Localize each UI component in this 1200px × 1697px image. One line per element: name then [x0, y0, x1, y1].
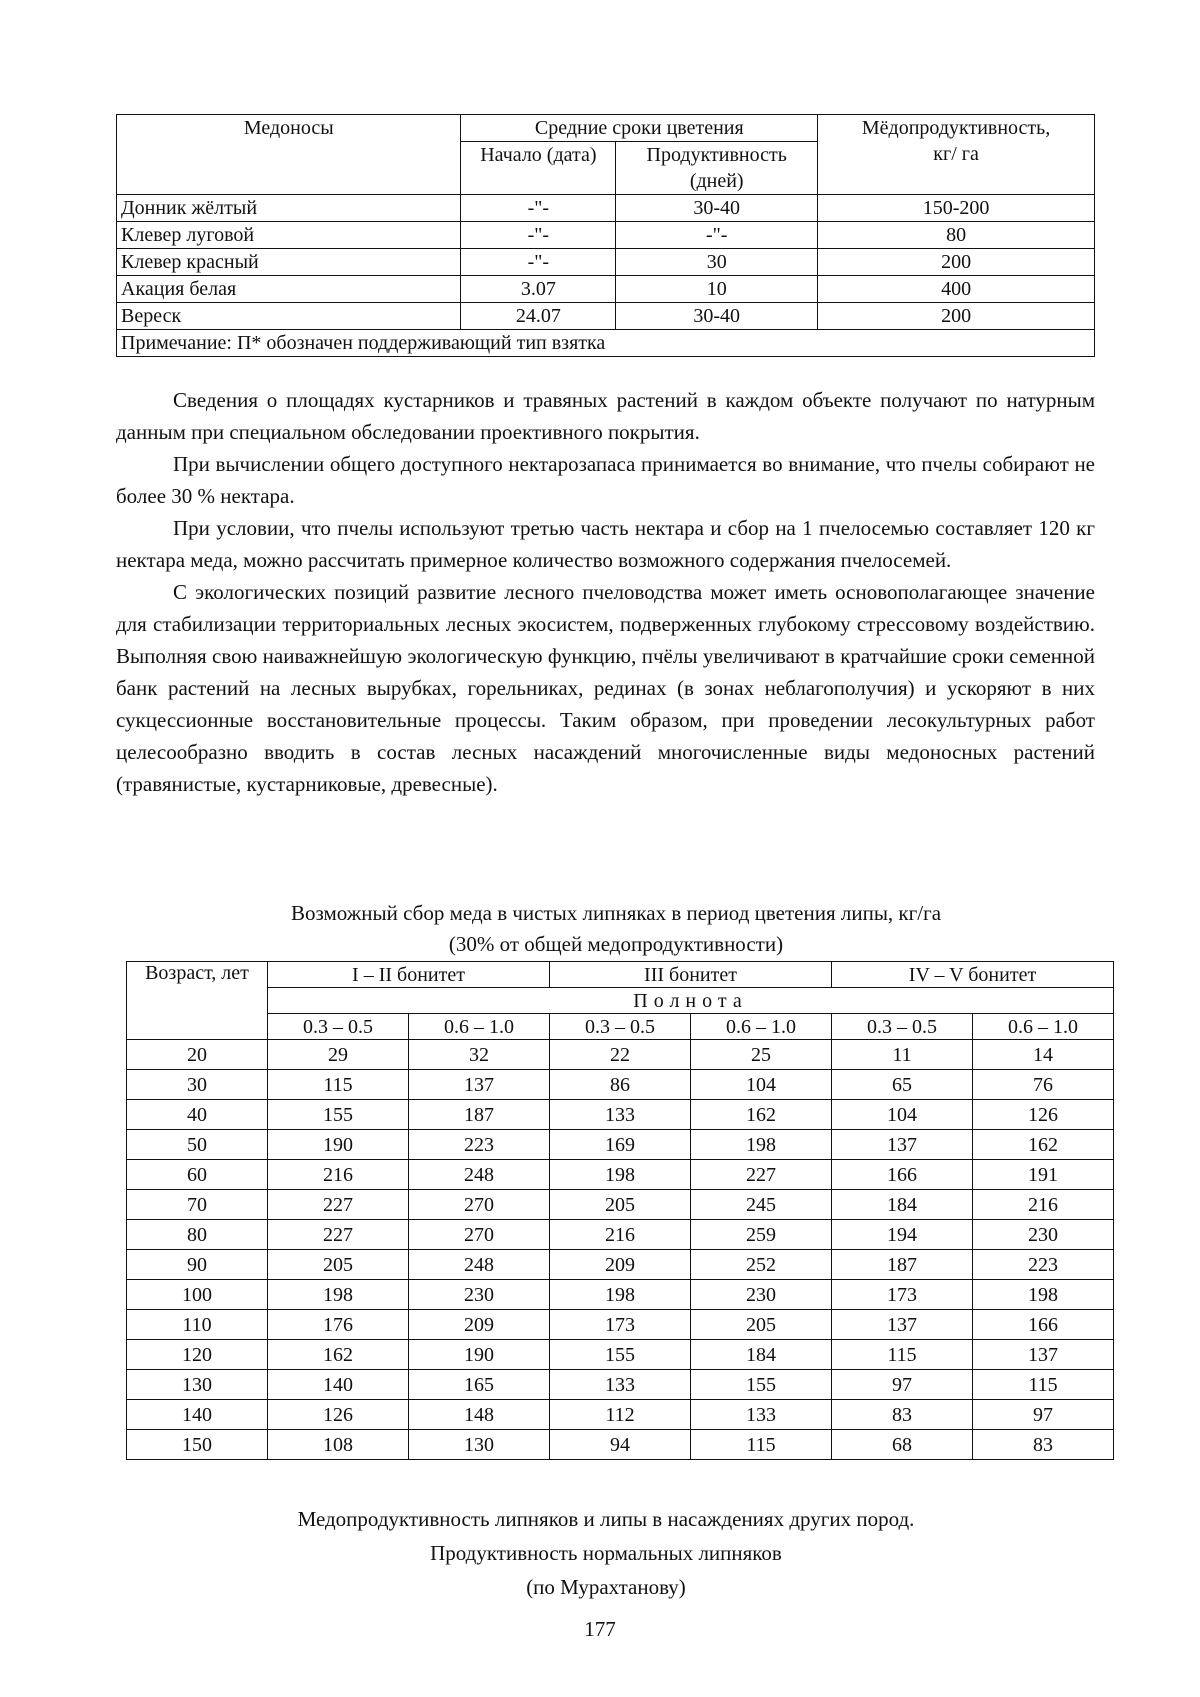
cell-value: 108 [268, 1430, 409, 1460]
cell-value: 137 [409, 1070, 550, 1100]
cell-value: 190 [268, 1130, 409, 1160]
section-caption [116, 1502, 1096, 1604]
cell-value: 133 [550, 1370, 691, 1400]
cell-value: 230 [409, 1280, 550, 1310]
cell-value: 94 [550, 1430, 691, 1460]
cell-value: 259 [691, 1220, 832, 1250]
cell-value: 115 [268, 1070, 409, 1100]
cell-age: 90 [127, 1250, 268, 1280]
melliferous-plants-table [116, 114, 1095, 357]
table2-caption [116, 898, 1116, 960]
header-density: 0.6 – 1.0 [973, 1014, 1114, 1040]
cell-value: 126 [268, 1400, 409, 1430]
cell-name: Донник жёлтый [117, 195, 461, 222]
page-number: 177 [584, 1617, 616, 1641]
cell-value: 227 [268, 1220, 409, 1250]
cell-value: 76 [973, 1070, 1114, 1100]
header-polnota: Полнота [268, 988, 1114, 1014]
cell-value: 32 [409, 1040, 550, 1070]
cell-value: 198 [550, 1280, 691, 1310]
header-productivity-days: Продуктивность (дней) [616, 142, 818, 195]
section-caption-line3: (по Мурахтанову) [526, 1575, 686, 1599]
cell-yield: 400 [818, 276, 1095, 303]
cell-value: 173 [832, 1280, 973, 1310]
paragraph: Сведения о площадях кустарников и травяных растений в каждом объекте получают по натурным данным при специальном обследовании проективного покрытия. [116, 388, 1095, 444]
cell-days: 30-40 [616, 303, 818, 330]
cell-value: 29 [268, 1040, 409, 1070]
cell-days: 30-40 [616, 195, 818, 222]
table-row [127, 1160, 1114, 1190]
cell-days: 10 [616, 276, 818, 303]
cell-value: 198 [550, 1160, 691, 1190]
cell-value: 83 [832, 1400, 973, 1430]
cell-age: 70 [127, 1190, 268, 1220]
table2-caption-line1: Возможный сбор меда в чистых липняках в период цветения липы, кг/га [290, 901, 942, 925]
cell-start: -"- [461, 195, 616, 222]
table-row [127, 1400, 1114, 1430]
body-text [116, 384, 1095, 800]
cell-value: 209 [409, 1310, 550, 1340]
table-row [127, 1190, 1114, 1220]
cell-value: 205 [268, 1250, 409, 1280]
cell-value: 166 [973, 1310, 1114, 1340]
cell-value: 115 [832, 1340, 973, 1370]
table-row [127, 1220, 1114, 1250]
cell-value: 86 [550, 1070, 691, 1100]
cell-value: 140 [268, 1370, 409, 1400]
cell-value: 83 [973, 1430, 1114, 1460]
cell-days: 30 [616, 249, 818, 276]
cell-value: 137 [973, 1340, 1114, 1370]
cell-value: 97 [832, 1370, 973, 1400]
cell-age: 60 [127, 1160, 268, 1190]
cell-value: 137 [832, 1310, 973, 1340]
cell-value: 173 [550, 1310, 691, 1340]
cell-value: 190 [409, 1340, 550, 1370]
paragraph: При условии, что пчелы используют третью часть нектара и сбор на 1 пчелосемью составляет 120 кг нектара меда, можно рассчитать примерное количество возможного содержания пчелосемей. [116, 516, 1095, 572]
cell-value: 223 [409, 1130, 550, 1160]
table1-body [117, 195, 1095, 330]
header-density: 0.3 – 0.5 [832, 1014, 973, 1040]
cell-days: -"- [616, 222, 818, 249]
cell-value: 194 [832, 1220, 973, 1250]
paragraph: При вычислении общего доступного нектарозапаса принимается во внимание, что пчелы собирают не более 30 % нектара. [116, 452, 1095, 508]
header-flowering-period: Средние сроки цветения [461, 115, 818, 142]
cell-value: 216 [268, 1160, 409, 1190]
cell-yield: 200 [818, 303, 1095, 330]
cell-value: 216 [550, 1220, 691, 1250]
cell-age: 150 [127, 1430, 268, 1460]
cell-value: 184 [832, 1190, 973, 1220]
cell-value: 115 [691, 1430, 832, 1460]
cell-value: 165 [409, 1370, 550, 1400]
cell-value: 176 [268, 1310, 409, 1340]
cell-value: 198 [973, 1280, 1114, 1310]
cell-yield: 200 [818, 249, 1095, 276]
cell-start: -"- [461, 222, 616, 249]
cell-age: 130 [127, 1370, 268, 1400]
cell-value: 270 [409, 1220, 550, 1250]
cell-value: 97 [973, 1400, 1114, 1430]
cell-start: -"- [461, 249, 616, 276]
cell-value: 11 [832, 1040, 973, 1070]
cell-value: 162 [973, 1130, 1114, 1160]
cell-value: 155 [550, 1340, 691, 1370]
cell-age: 80 [127, 1220, 268, 1250]
cell-age: 140 [127, 1400, 268, 1430]
table-row [127, 1430, 1114, 1460]
header-start-date: Начало (дата) [461, 142, 616, 195]
cell-age: 120 [127, 1340, 268, 1370]
cell-age: 20 [127, 1040, 268, 1070]
cell-value: 130 [409, 1430, 550, 1460]
table2-caption-line2: (30% от общей медопродуктивности) [448, 932, 784, 956]
cell-value: 112 [550, 1400, 691, 1430]
cell-value: 65 [832, 1070, 973, 1100]
cell-yield: 80 [818, 222, 1095, 249]
table-row [127, 1340, 1114, 1370]
cell-yield: 150-200 [818, 195, 1095, 222]
cell-age: 110 [127, 1310, 268, 1340]
header-bonitet-1: I – II бонитет [268, 962, 550, 988]
cell-name: Клевер красный [117, 249, 461, 276]
cell-name: Вереск [117, 303, 461, 330]
cell-value: 155 [691, 1370, 832, 1400]
header-honey-yield-line2: кг/ га [933, 143, 979, 165]
table-row [127, 1370, 1114, 1400]
cell-value: 115 [973, 1370, 1114, 1400]
paragraph: С экологических позиций развитие лесного пчеловодства может иметь основополагающее значение для стабилизации территориальных лесных экосистем, подверженных глубокому стрессовому воздействию. Выполняя свою наиважнейшую экологическую функцию, пчёлы увеличивают в кратчайшие сроки семенной банк растений на лесных вырубках, горельниках, рединах (в зонах неблагополучия) и ускоряют в них сукцессионные восстановительные процессы. Таким образом, при проведении лесокультурных работ целесообразно вводить в состав лесных насаждений многочисленные виды медоносных растений (травянистые, кустарниковые, древесные). [116, 580, 1095, 796]
cell-age: 50 [127, 1130, 268, 1160]
cell-value: 230 [973, 1220, 1114, 1250]
table2-body [127, 1040, 1114, 1460]
cell-value: 126 [973, 1100, 1114, 1130]
cell-value: 184 [691, 1340, 832, 1370]
cell-start: 3.07 [461, 276, 616, 303]
cell-value: 252 [691, 1250, 832, 1280]
cell-value: 205 [550, 1190, 691, 1220]
header-density: 0.6 – 1.0 [409, 1014, 550, 1040]
cell-value: 187 [832, 1250, 973, 1280]
cell-value: 227 [268, 1190, 409, 1220]
cell-value: 205 [691, 1310, 832, 1340]
table-row [117, 249, 1095, 276]
cell-value: 148 [409, 1400, 550, 1430]
cell-value: 14 [973, 1040, 1114, 1070]
header-age: Возраст, лет [127, 962, 268, 1040]
cell-value: 104 [691, 1070, 832, 1100]
cell-name: Клевер луговой [117, 222, 461, 249]
cell-value: 209 [550, 1250, 691, 1280]
table-row [127, 1100, 1114, 1130]
header-bonitet-3: IV – V бонитет [832, 962, 1114, 988]
cell-value: 104 [832, 1100, 973, 1130]
header-honey-yield-line1: Мёдопродуктивность, [861, 117, 1051, 139]
header-density: 0.6 – 1.0 [691, 1014, 832, 1040]
linden-honey-yield-table [126, 961, 1114, 1460]
cell-age: 100 [127, 1280, 268, 1310]
cell-value: 198 [268, 1280, 409, 1310]
table-row [127, 1310, 1114, 1340]
cell-value: 133 [691, 1400, 832, 1430]
table-row [117, 195, 1095, 222]
table-row [127, 1250, 1114, 1280]
cell-value: 22 [550, 1040, 691, 1070]
header-density: 0.3 – 0.5 [550, 1014, 691, 1040]
cell-value: 216 [973, 1190, 1114, 1220]
cell-value: 187 [409, 1100, 550, 1130]
cell-value: 25 [691, 1040, 832, 1070]
cell-value: 230 [691, 1280, 832, 1310]
cell-value: 133 [550, 1100, 691, 1130]
cell-age: 30 [127, 1070, 268, 1100]
cell-value: 198 [691, 1130, 832, 1160]
header-honey-yield [818, 115, 1095, 195]
cell-value: 245 [691, 1190, 832, 1220]
header-plants: Медоносы [117, 115, 461, 195]
cell-value: 162 [268, 1340, 409, 1370]
table-note: Примечание: П* обозначен поддерживающий тип взятка [117, 330, 1095, 357]
cell-value: 137 [832, 1130, 973, 1160]
cell-value: 248 [409, 1160, 550, 1190]
table-row [127, 1280, 1114, 1310]
cell-name: Акация белая [117, 276, 461, 303]
table-row [127, 1070, 1114, 1100]
header-bonitet-2: III бонитет [550, 962, 832, 988]
cell-value: 223 [973, 1250, 1114, 1280]
cell-value: 191 [973, 1160, 1114, 1190]
table-row [117, 276, 1095, 303]
cell-value: 162 [691, 1100, 832, 1130]
cell-start: 24.07 [461, 303, 616, 330]
cell-value: 68 [832, 1430, 973, 1460]
cell-value: 155 [268, 1100, 409, 1130]
cell-value: 248 [409, 1250, 550, 1280]
table-row [117, 303, 1095, 330]
cell-value: 169 [550, 1130, 691, 1160]
cell-age: 40 [127, 1100, 268, 1130]
table-row [117, 222, 1095, 249]
header-density: 0.3 – 0.5 [268, 1014, 409, 1040]
table-row [127, 1130, 1114, 1160]
cell-value: 270 [409, 1190, 550, 1220]
cell-value: 227 [691, 1160, 832, 1190]
table-row [127, 1040, 1114, 1070]
cell-value: 166 [832, 1160, 973, 1190]
section-caption-line2: Продуктивность нормальных липняков [430, 1541, 782, 1565]
section-caption-line1: Медопродуктивность липняков и липы в насаждениях других пород. [297, 1507, 915, 1531]
